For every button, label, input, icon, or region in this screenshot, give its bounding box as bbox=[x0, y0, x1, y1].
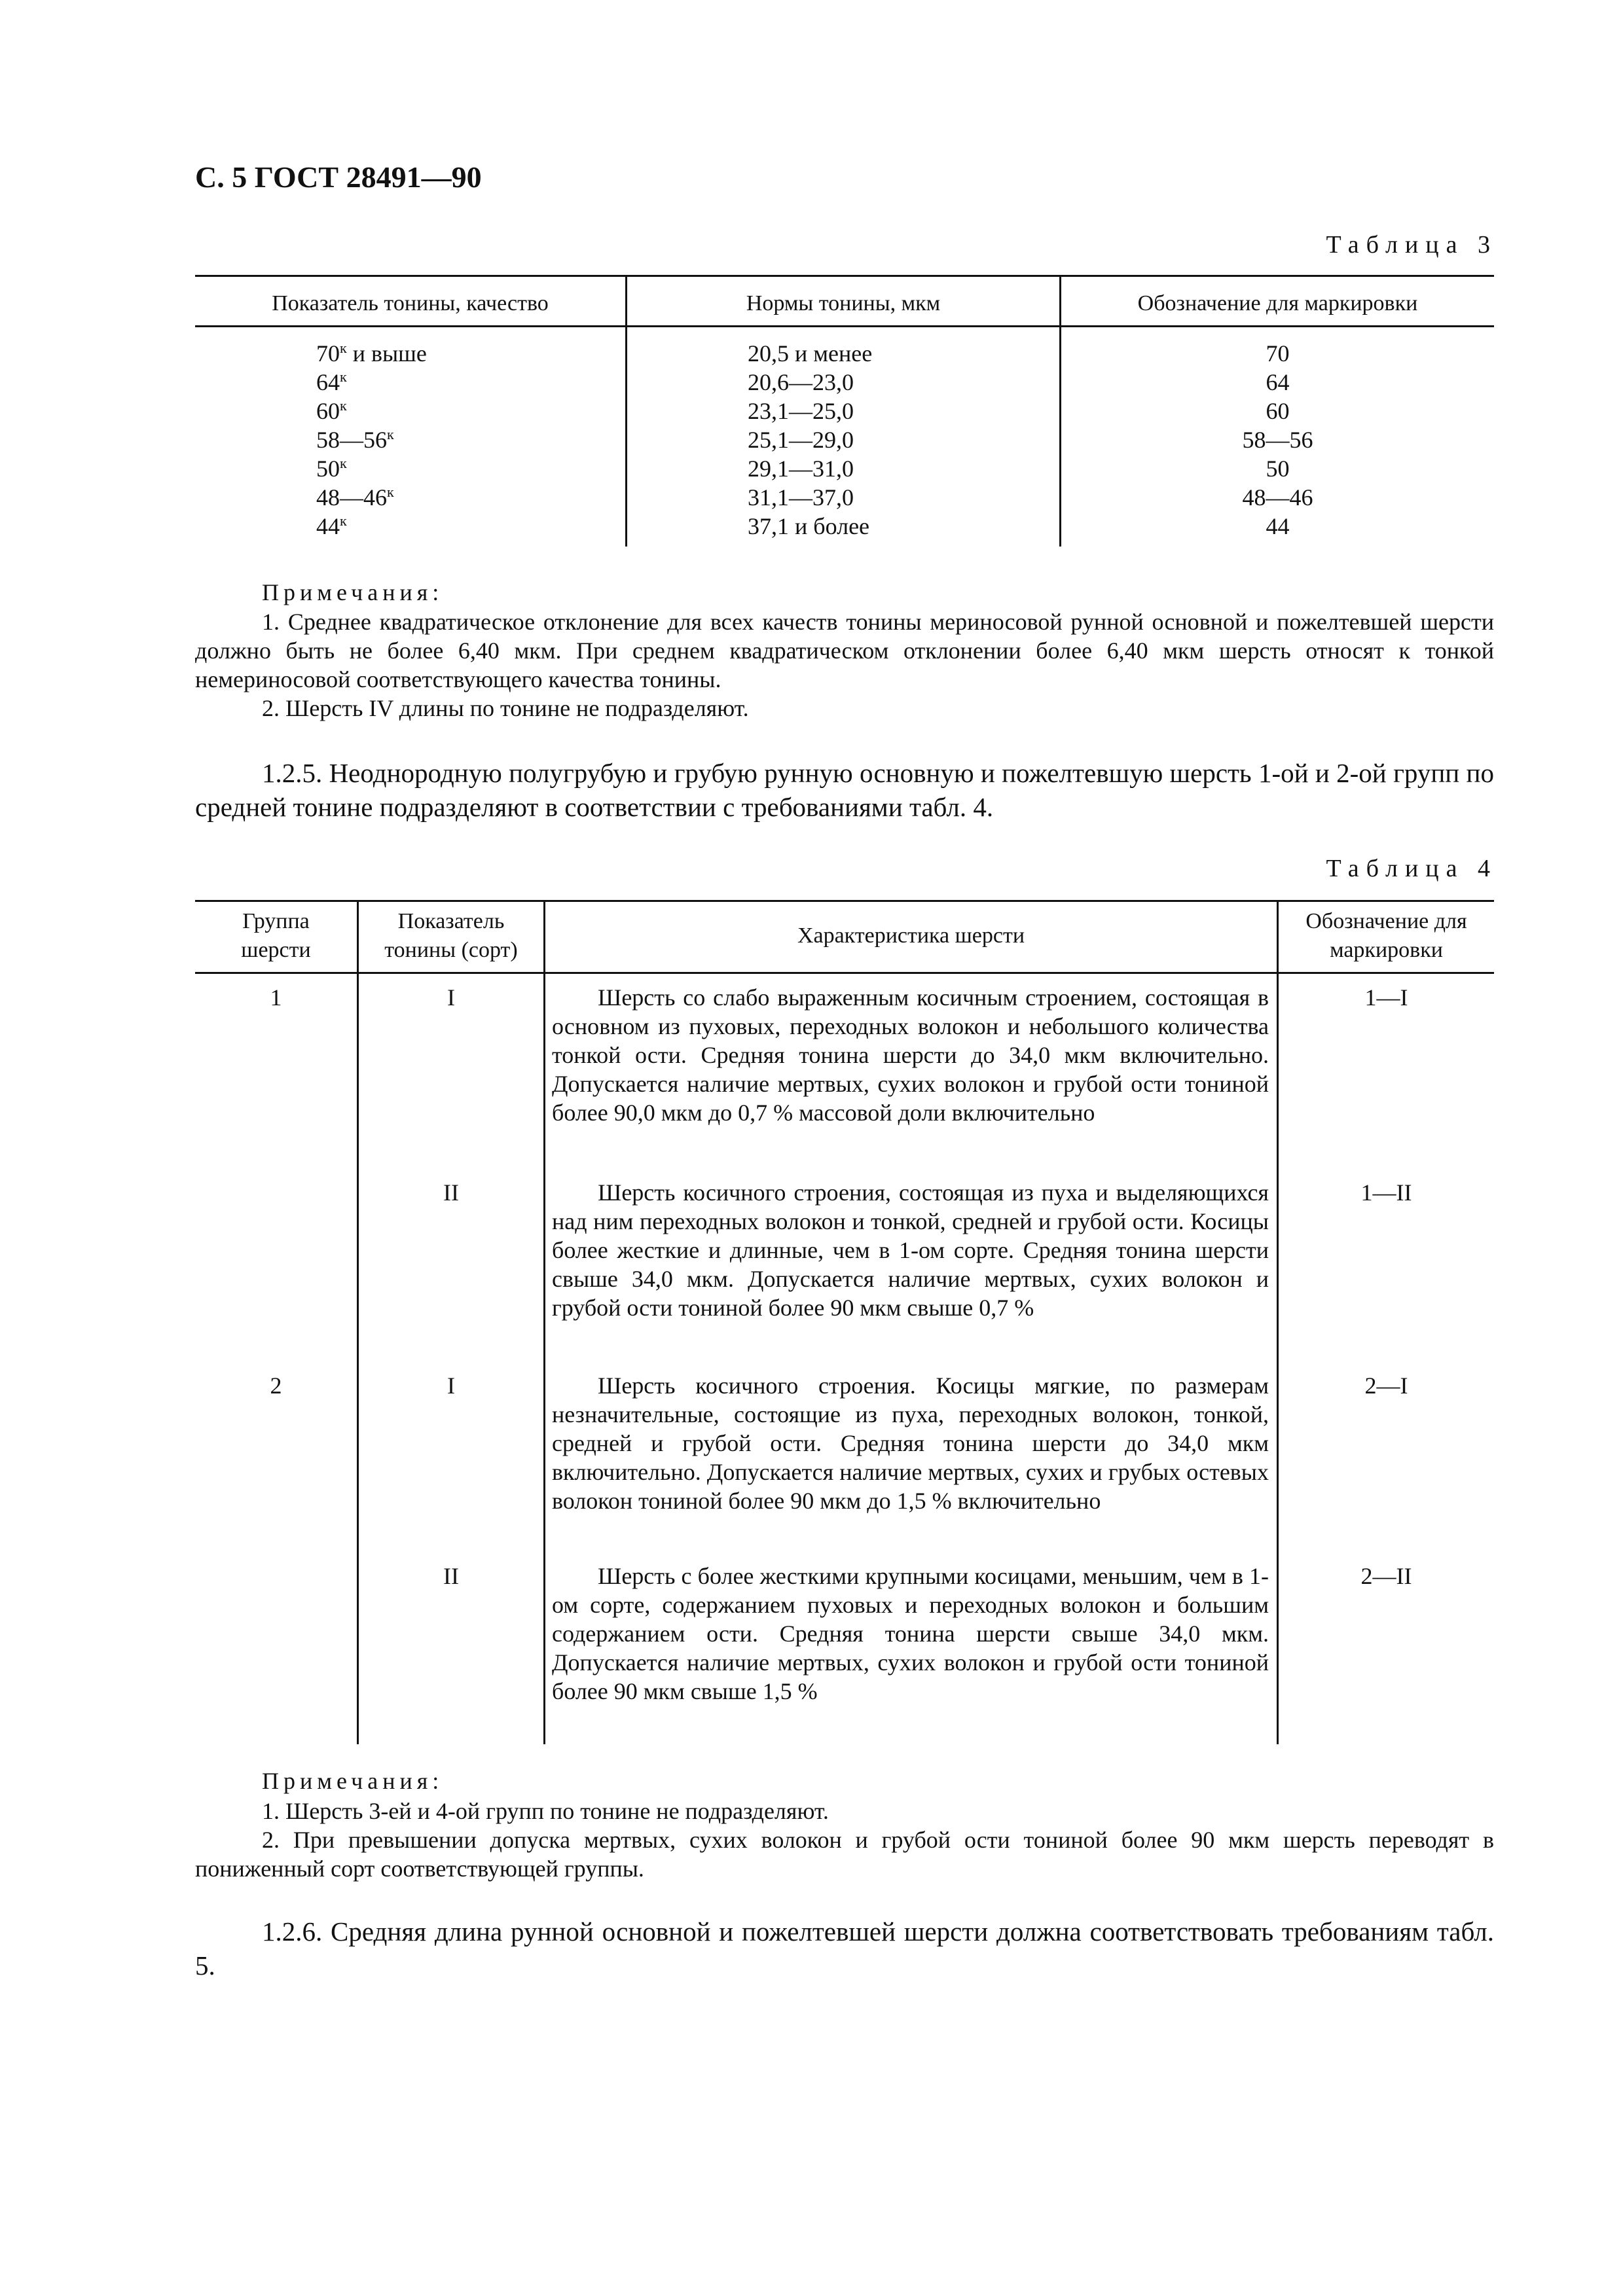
table-cell: 44 bbox=[1266, 513, 1290, 539]
table4-group-cell: 2 bbox=[270, 1372, 282, 1399]
table-cell: 48—46 bbox=[1242, 484, 1313, 511]
table4-mark-cell: 2—I bbox=[1364, 1372, 1408, 1399]
table-cell: $44^к$ bbox=[316, 512, 347, 539]
table3-mark-column bbox=[1061, 339, 1494, 541]
page-header: С. 5 ГОСТ 28491—90 bbox=[195, 160, 482, 194]
table4-header-rule bbox=[195, 972, 1494, 974]
table-cell: 50 bbox=[1266, 456, 1290, 482]
table-cell: 20,5 и менее bbox=[748, 340, 873, 367]
table-cell: $58—56^к$ bbox=[316, 426, 394, 453]
table3-label: Таблица 3 bbox=[1326, 231, 1497, 259]
table4-description-cell: Шерсть с более жесткими крупными косицами, меньшим, чем в 1-ом сорте, содержанием пуховых и переходных волокон и большим содержанием ости. Средняя тонина шерсти свыше 34,0 мкм. Допускается наличие мертвых, сухих волокон и грубой ости тониной более 90 мкм свыше 1,5 % bbox=[552, 1563, 1269, 1704]
table4-header-index: Показатель тонины (сорт) bbox=[384, 909, 518, 962]
table4-grade-cell: II bbox=[443, 1179, 459, 1206]
table-cell: 29,1—31,0 bbox=[748, 456, 854, 482]
table3-header-mark: Обозначение для маркировки bbox=[1137, 291, 1418, 315]
table4-mark-cell: 1—II bbox=[1360, 1179, 1412, 1206]
table3-header-rule bbox=[195, 325, 1494, 327]
notes4-title: Примечания: bbox=[262, 1768, 444, 1794]
paragraph-1-2-6: 1.2.6. Средняя длина рунной основной и пожелтевшей шерсти должна соответствовать требованиям табл. 5. bbox=[195, 1916, 1494, 1981]
table-cell: 64 bbox=[1266, 369, 1290, 395]
table4-header-group: Группа шерсти bbox=[241, 909, 311, 962]
table4-top-rule bbox=[195, 900, 1494, 902]
table-cell: 23,1—25,0 bbox=[748, 398, 854, 424]
table-cell: 60 bbox=[1266, 398, 1290, 424]
notes3-title: Примечания: bbox=[262, 579, 444, 605]
table3-norm-column bbox=[748, 339, 1049, 541]
table4-grade-cell: II bbox=[443, 1563, 459, 1589]
table3-header-norm: Нормы тонины, мкм bbox=[746, 291, 941, 315]
table4-header-mark: Обозначение для маркировки bbox=[1305, 909, 1467, 962]
notes4-item-1: 1. Шерсть 3-ей и 4-ой групп по тонине не подразделяют. bbox=[262, 1798, 829, 1824]
table-cell: $60^к$ bbox=[316, 397, 347, 424]
table4-description-cell: Шерсть косичного строения. Косицы мягкие, по размерам незначительные, состоящие из пуха, переходных волокон, тонкой, средней и грубой ости. Средняя тонина шерсти до 34,0 мкм включительно. Допускается наличие мертвых, сухих и грубых остевых волокон тониной более 90 мкм до 1,5 % включительно bbox=[552, 1372, 1269, 1514]
table3-top-rule bbox=[195, 275, 1494, 277]
table4-description-cell: Шерсть со слабо выраженным косичным строением, состоящая в основном из пуховых, переходных волокон и небольшого количества тонкой ости. Средняя тонина шерсти до 34,0 мкм включительно. Допускается наличие мертвых, сухих волокон и грубой ости тониной более 90,0 мкм до 0,7 % массовой доли включительно bbox=[552, 984, 1269, 1126]
table-cell: 37,1 и более bbox=[748, 513, 870, 539]
table-cell: $50^к$ bbox=[316, 455, 347, 482]
table4-col-divider bbox=[1277, 900, 1279, 1744]
table3-quality-column bbox=[316, 339, 611, 541]
table4-description-cell: Шерсть косичного строения, состоящая из пуха и выделяющихся над ним переходных волокон и тонкой, средней и грубой ости. Косицы более жесткие и длинные, чем в 1-ом сорте. Средняя тонина шерсти свыше 34,0 мкм. Допускается наличие мертвых, сухих волокон и грубой ости тониной более 90 мкм свыше 0,7 % bbox=[552, 1179, 1269, 1321]
table-cell: 25,1—29,0 bbox=[748, 427, 854, 453]
notes3-item-2: 2. Шерсть IV длины по тонине не подразделяют. bbox=[262, 695, 749, 721]
table4-col-divider bbox=[543, 900, 545, 1744]
table-cell: 20,6—23,0 bbox=[748, 369, 854, 395]
table-cell: $48—46^к$ bbox=[316, 484, 394, 511]
table-cell: 70 bbox=[1266, 340, 1290, 367]
table4-grade-cell: I bbox=[447, 1372, 455, 1399]
table-cell: 58—56 bbox=[1242, 427, 1313, 453]
table-cell: 31,1—37,0 bbox=[748, 484, 854, 511]
table4-group-cell: 1 bbox=[270, 984, 282, 1011]
table4-label: Таблица 4 bbox=[1326, 855, 1497, 882]
table-cell: $64^к$ bbox=[316, 368, 347, 395]
table4-mark-cell: 2—II bbox=[1360, 1563, 1412, 1589]
notes4-item-2: 2. При превышении допуска мертвых, сухих волокон и грубой ости тониной более 90 мкм шерсть переводят в пониженный сорт соответствующей группы. bbox=[195, 1827, 1494, 1882]
table3-header-quality: Показатель тонины, качество bbox=[272, 291, 549, 315]
table4-col-divider bbox=[357, 900, 359, 1744]
paragraph-1-2-5: 1.2.5. Неоднородную полугрубую и грубую рунную основную и пожелтевшую шерсть 1-ой и 2-ой групп по средней тонине подразделяют в соответствии с требованиями табл. 4. bbox=[195, 758, 1494, 822]
table4-grade-cell: I bbox=[447, 984, 455, 1011]
table4-header-characteristic: Характеристика шерсти bbox=[797, 924, 1025, 948]
notes3-item-1: 1. Среднее квадратическое отклонение для всех качеств тонины мериносовой рунной основной и пожелтевшей шерсти должно быть не более 6,40 мкм. При среднем квадратическом отклонении более 6,40 мкм шерсть относят к тонкой немериносовой соответствующего качества тонины. bbox=[195, 609, 1494, 692]
table-cell: $70^к$ и выше bbox=[316, 340, 427, 367]
table4-mark-cell: 1—I bbox=[1364, 984, 1408, 1011]
